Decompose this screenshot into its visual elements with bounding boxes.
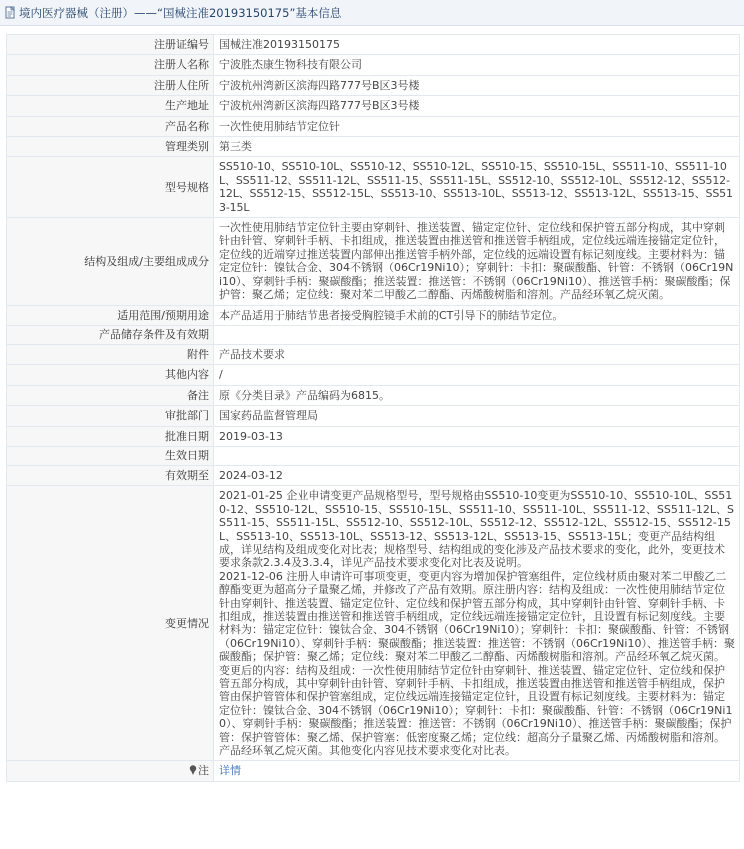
row-structure bbox=[7, 218, 740, 305]
row-residence bbox=[7, 75, 740, 95]
page-title: 境内医疗器械（注册）——“国械注准20193150175”基本信息 bbox=[19, 5, 342, 20]
row-category bbox=[7, 137, 740, 157]
row-other bbox=[7, 365, 740, 385]
value-effective-date bbox=[214, 446, 740, 465]
value-other: / bbox=[214, 365, 740, 385]
label-structure: 结构及组成/主要组成成分 bbox=[7, 218, 214, 305]
row-remark bbox=[7, 385, 740, 405]
change-entry: 2021-12-06 注册人申请许可事项变更，变更内容为增加保护管塞组件，定位线材质由聚对苯二甲酸乙二醇酯变更为超高分子量聚乙烯，并修改了产品有效期。原注册内容：结构及组成：一次性使用肺结节定位针由穿刺针、推送装置、锚定定位针、定位线和保护管五部分构成，其中穿刺针由针管、穿刺针手柄、卡扣组成，推送装置由推送管和推送管手柄组成，定位线远端连接锚定定位针，且设置有标记刻度线。主要材料为：锚定定位针：镍钛合金、304不锈钢（06Cr19Ni10）；穿刺针：卡扣：聚碳酸酯、针管：不锈钢（06Cr19Ni10）、穿刺针手柄：聚碳酸酯；推送装置：推送管：不锈钢（06Cr19Ni10）、推送管手柄：聚碳酸酯；保护管：聚乙烯；定位线：聚对苯二甲酸乙二醇酯、丙烯酸树脂和溶剂。产品经环氧乙烷灭菌。变更后的内容：结构及组成：一次性使用肺结节定位针由穿刺针、推送装置、锚定定位针、定位线和保护管五部分构成，其中穿刺针由针管、穿刺针手柄、卡扣组成，推送装置由推送管和推送管手柄组成，保护管由保护管管体和保护管塞组成，定位线远端连接锚定定位针，且设置有标记刻度线。主要材料为：锚定定位针：镍钛合金、304不锈钢（06Cr19Ni10）；穿刺针：卡扣：聚碳酸酯、针管：不锈钢（06Cr19Ni10）、穿刺针手柄：聚碳酸酯；推送装置：推送管：不锈钢（06Cr19Ni10）、推送管手柄：聚碳酸酯；保护管：保护管管体：聚乙烯、保护管塞：低密度聚乙烯；定位线：超高分子量聚乙烯、丙烯酸树脂和溶剂。产品经环氧乙烷灭菌。其他变化内容见技术要求变化对比表。 bbox=[219, 569, 735, 758]
value-scope: 本产品适用于肺结节患者接受胸腔镜手术前的CT引导下的肺结节定位。 bbox=[214, 305, 740, 325]
value-registrant: 宁波胜杰康生物科技有限公司 bbox=[214, 55, 740, 75]
label-reg-no: 注册证编号 bbox=[7, 35, 214, 55]
label-effective-date: 生效日期 bbox=[7, 446, 214, 465]
label-scope: 适用范围/预期用途 bbox=[7, 305, 214, 325]
note-label-text: 注 bbox=[198, 764, 209, 778]
value-product: 一次性使用肺结节定位针 bbox=[214, 116, 740, 136]
value-attachment: 产品技术要求 bbox=[214, 344, 740, 364]
value-note bbox=[214, 761, 740, 781]
row-effective-date bbox=[7, 446, 740, 465]
value-reg-no: 国械注准20193150175 bbox=[214, 35, 740, 55]
label-storage: 产品储存条件及有效期 bbox=[7, 325, 214, 344]
detail-sheet bbox=[6, 34, 740, 782]
row-models bbox=[7, 157, 740, 218]
label-note bbox=[7, 761, 214, 781]
label-category: 管理类别 bbox=[7, 137, 214, 157]
label-registrant: 注册人名称 bbox=[7, 55, 214, 75]
value-expiry-date: 2024-03-12 bbox=[214, 465, 740, 485]
row-changes bbox=[7, 486, 740, 761]
row-production bbox=[7, 96, 740, 116]
row-attachment bbox=[7, 344, 740, 364]
label-approval-date: 批准日期 bbox=[7, 426, 214, 446]
label-residence: 注册人住所 bbox=[7, 75, 214, 95]
row-reg-no bbox=[7, 35, 740, 55]
value-remark: 原《分类目录》产品编码为6815。 bbox=[214, 385, 740, 405]
pin-icon bbox=[189, 765, 197, 775]
value-category: 第三类 bbox=[214, 137, 740, 157]
row-approval-date bbox=[7, 426, 740, 446]
label-attachment: 附件 bbox=[7, 344, 214, 364]
document-icon bbox=[4, 6, 17, 19]
page-title-bar bbox=[0, 0, 744, 26]
value-storage bbox=[214, 325, 740, 344]
row-note bbox=[7, 761, 740, 781]
row-storage bbox=[7, 325, 740, 344]
label-remark: 备注 bbox=[7, 385, 214, 405]
label-other: 其他内容 bbox=[7, 365, 214, 385]
label-product: 产品名称 bbox=[7, 116, 214, 136]
value-models: SS510-10、SS510-10L、SS510-12、SS510-12L、SS510-15、SS510-15L、SS511-10、SS511-10L、SS511-12、SS511-12L、SS511-15、SS511-15L、SS512-10、SS512-10L、SS512-12、SS512-12L、SS512-15、SS512-15L、SS513-10、SS513-10L、SS513-12、SS513-12L、SS513-15、SS513-15L bbox=[214, 157, 740, 218]
details-link[interactable]: 详情 bbox=[219, 764, 241, 778]
row-product bbox=[7, 116, 740, 136]
detail-table bbox=[6, 34, 740, 782]
label-models: 型号规格 bbox=[7, 157, 214, 218]
value-approval-date: 2019-03-13 bbox=[214, 426, 740, 446]
change-entry: 2021-01-25 企业申请变更产品规格型号，型号规格由SS510-10变更为SS510-10、SS510-10L、SS510-12、SS510-12L、SS510-15、SS510-15L、SS511-10、SS511-10L、SS511-12、SS511-12L、SS511-15、SS511-15L、SS512-10、SS512-10L、SS512-12、SS512-12L、SS512-15、SS512-15L、SS513-10、SS513-10L、SS513-12、SS513-12L、SS513-15、SS513-15L；变更产品结构组成，详见结构及组成变化对比表；规格型号、结构组成的变化涉及产品技术要求的变化，此外，变更技术要求条款2.3.4及3.3.4，详见产品技术要求变化对比表及说明。 bbox=[219, 489, 734, 570]
value-structure: 一次性使用肺结节定位针主要由穿刺针、推送装置、锚定定位针、定位线和保护管五部分构成，其中穿刺针由针管、穿刺针手柄、卡扣组成，推送装置由推送管和推送管手柄组成，定位线远端连接锚定定位针，定位线的近端穿过推送装置内部伸出推送管手柄外部，定位线的远端设置有标记刻度线。主要材料为：锚定定位针：镍钛合金、304不锈钢（06Cr19Ni10）；穿刺针：卡扣：聚碳酸酯、针管：不锈钢（06Cr19Ni10）、穿刺针手柄：聚碳酸酯；推送装置：推送管：不锈钢（06Cr19Ni10）、推送管手柄：聚碳酸酯；保护管：聚乙烯；定位线：聚对苯二甲酸乙二醇酯、丙烯酸树脂和溶剂。产品经环氧乙烷灭菌。 bbox=[214, 218, 740, 305]
label-production: 生产地址 bbox=[7, 96, 214, 116]
row-expiry-date bbox=[7, 465, 740, 485]
row-registrant bbox=[7, 55, 740, 75]
row-scope bbox=[7, 305, 740, 325]
value-dept: 国家药品监督管理局 bbox=[214, 406, 740, 426]
label-changes: 变更情况 bbox=[7, 486, 214, 761]
row-dept bbox=[7, 406, 740, 426]
label-dept: 审批部门 bbox=[7, 406, 214, 426]
value-production: 宁波杭州湾新区滨海四路777号B区3号楼 bbox=[214, 96, 740, 116]
value-residence: 宁波杭州湾新区滨海四路777号B区3号楼 bbox=[214, 75, 740, 95]
label-expiry-date: 有效期至 bbox=[7, 465, 214, 485]
value-changes bbox=[214, 486, 740, 761]
